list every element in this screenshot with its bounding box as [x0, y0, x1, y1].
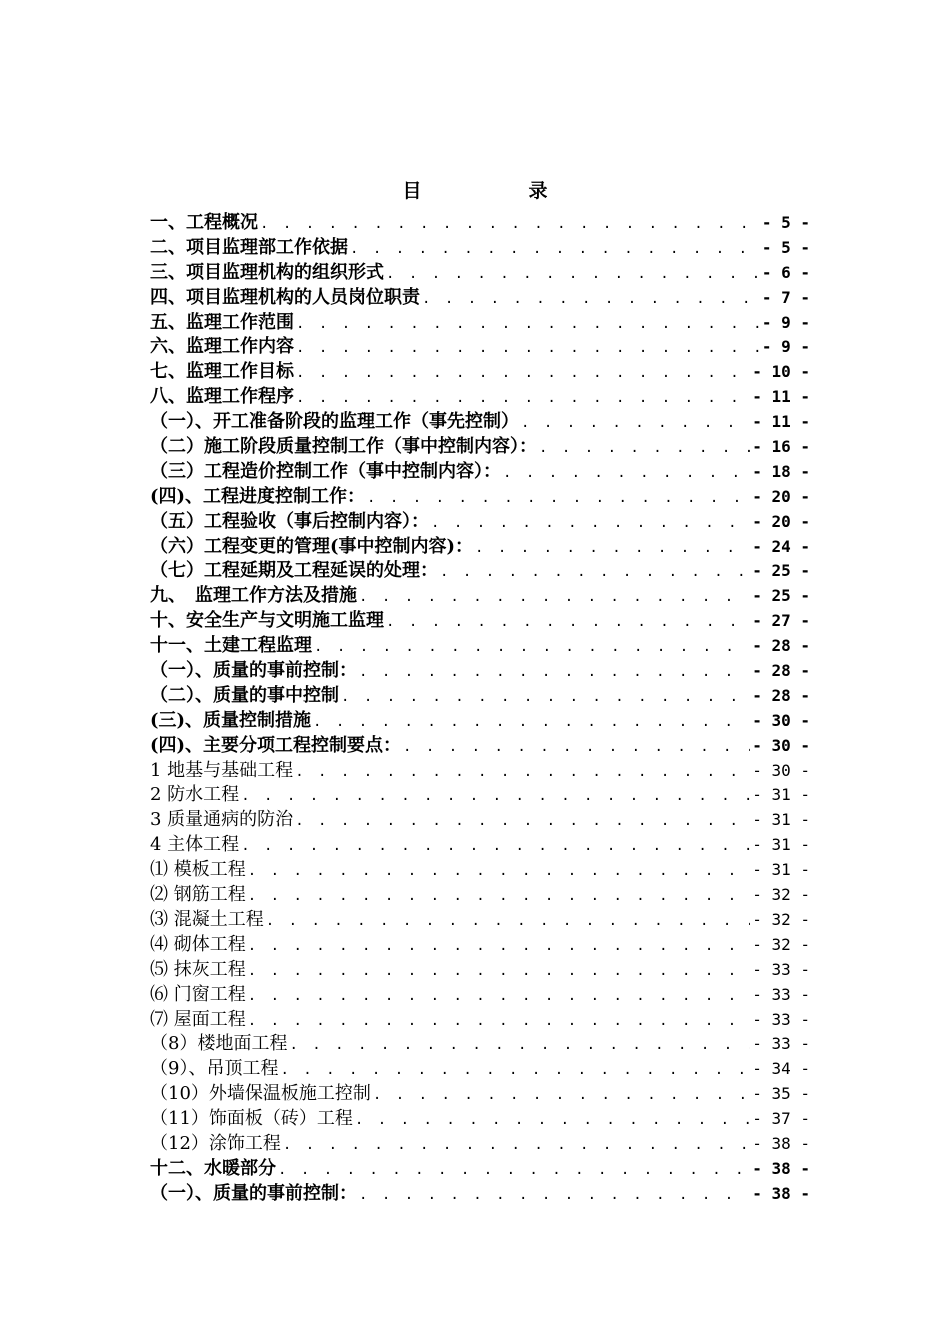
toc-entry-label: ⑺ 屋面工程 [150, 1008, 246, 1030]
toc-entry[interactable] [150, 833, 810, 858]
toc-leader-dots [278, 1158, 750, 1182]
toc-entry-label: （一）、质量的事前控制： [150, 1182, 357, 1204]
toc-entry[interactable] [150, 360, 810, 385]
toc-entry-page: - 30 - [752, 710, 810, 730]
toc-entry-page: - 11 - [752, 387, 810, 407]
toc-entry-label: ⑶ 混凝土工程 [150, 908, 264, 930]
toc-entry[interactable] [150, 460, 810, 485]
toc-leader-dots [295, 760, 750, 784]
toc-entry-label: 六、监理工作内容 [150, 336, 294, 358]
toc-entry[interactable] [150, 883, 810, 908]
toc-entry-label: 3 质量通病的防治 [150, 809, 294, 831]
toc-entry[interactable] [150, 1032, 810, 1057]
toc-entry-page: - 9 - [761, 337, 810, 357]
toc-entry-label: （一）、质量的事前控制： [150, 660, 357, 682]
toc-entry-label: （12）涂饰工程 [150, 1132, 281, 1154]
toc-entry-page: - 30 - [752, 760, 810, 780]
toc-leader-dots [296, 361, 750, 385]
toc-entry-label: （11）饰面板（砖）工程 [150, 1108, 353, 1130]
toc-leader-dots [341, 685, 750, 709]
toc-entry[interactable] [150, 634, 810, 659]
toc-leader-dots [440, 560, 750, 584]
toc-entry[interactable] [150, 1132, 810, 1157]
toc-entry-label: （五）工程验收（事后控制内容）： [150, 510, 429, 532]
toc-leader-dots [248, 959, 750, 983]
toc-entry[interactable] [150, 709, 810, 734]
toc-entry[interactable] [150, 1157, 810, 1182]
toc-entry-label: 五、监理工作范围 [150, 311, 294, 333]
toc-entry-label: 三、项目监理机构的组织形式 [150, 261, 384, 283]
toc-leader-dots [289, 1033, 750, 1057]
toc-entry[interactable] [150, 236, 810, 261]
toc-entry-page: - 27 - [752, 611, 810, 631]
toc-entry-page: - 18 - [752, 461, 810, 481]
toc-entry[interactable] [150, 759, 810, 784]
toc-entry[interactable] [150, 659, 810, 684]
toc-leader-dots [386, 262, 760, 286]
toc-leader-dots [260, 212, 760, 236]
toc-leader-dots [296, 386, 750, 410]
toc-leader-dots [248, 884, 750, 908]
toc-leader-dots [355, 1108, 750, 1132]
toc-entry-page: - 24 - [752, 536, 810, 556]
toc-leader-dots [359, 585, 750, 609]
toc-entry-page: - 37 - [752, 1109, 810, 1129]
toc-entry-page: - 33 - [752, 1009, 810, 1029]
toc-entry-page: - 28 - [752, 661, 810, 681]
toc-entry-page: - 16 - [752, 437, 810, 457]
toc-entry-label: 2 防水工程 [150, 784, 240, 806]
toc-entry[interactable] [150, 783, 810, 808]
toc-entry[interactable] [150, 510, 810, 535]
toc-entry-label: （七）工程延期及工程延误的处理： [150, 560, 438, 582]
toc-leader-dots [248, 859, 750, 883]
toc-leader-dots [248, 984, 750, 1008]
toc-leader-dots [241, 784, 750, 808]
toc-entry[interactable] [150, 1057, 810, 1082]
toc-leader-dots [241, 834, 750, 858]
toc-entry-label: ⑹ 门窗工程 [150, 983, 246, 1005]
toc-entry-page: - 20 - [752, 486, 810, 506]
toc-entry-label: ⑷ 砌体工程 [150, 933, 246, 955]
table-of-contents [150, 211, 810, 1207]
toc-leader-dots [367, 486, 750, 510]
toc-entry-page: - 33 - [752, 959, 810, 979]
toc-entry-page: - 31 - [752, 785, 810, 805]
toc-entry-page: - 32 - [752, 885, 810, 905]
toc-entry-page: - 38 - [752, 1158, 810, 1178]
toc-entry-label: 七、监理工作目标 [150, 361, 294, 383]
toc-leader-dots [266, 909, 750, 933]
toc-title: 目 录 [402, 180, 592, 202]
toc-entry[interactable] [150, 1008, 810, 1033]
toc-leader-dots [539, 436, 750, 460]
toc-leader-dots [313, 710, 750, 734]
toc-entry-label: (四)、主要分项工程控制要点： [150, 734, 402, 756]
toc-entry-page: - 38 - [752, 1183, 810, 1203]
toc-entry-page: - 25 - [752, 586, 810, 606]
toc-entry-page: - 6 - [761, 262, 810, 282]
toc-entry-page: - 31 - [752, 810, 810, 830]
toc-entry-label: 1 地基与基础工程 [150, 759, 294, 781]
toc-leader-dots [422, 287, 760, 311]
toc-entry-page: - 31 - [752, 860, 810, 880]
toc-leader-dots [248, 1009, 750, 1033]
toc-entry-page: - 33 - [752, 1034, 810, 1054]
toc-leader-dots [431, 511, 750, 535]
toc-entry-page: - 32 - [752, 934, 810, 954]
toc-entry-label: （三）工程造价控制工作（事中控制内容）： [150, 460, 501, 482]
toc-entry-page: - 25 - [752, 561, 810, 581]
toc-entry-page: - 38 - [752, 1133, 810, 1153]
toc-leader-dots [248, 934, 750, 958]
toc-leader-dots [295, 809, 750, 833]
toc-entry[interactable] [150, 808, 810, 833]
toc-leader-dots [296, 336, 760, 360]
toc-leader-dots [314, 635, 750, 659]
toc-entry-label: 四、项目监理机构的人员岗位职责 [150, 286, 420, 308]
toc-leader-dots [283, 1133, 750, 1157]
toc-entry-page: - 31 - [752, 835, 810, 855]
toc-entry-page: - 20 - [752, 511, 810, 531]
toc-entry-label: ⑸ 抹灰工程 [150, 958, 246, 980]
toc-entry-page: - 9 - [761, 312, 810, 332]
toc-entry-page: - 34 - [752, 1059, 810, 1079]
toc-entry[interactable] [150, 286, 810, 311]
toc-entry[interactable] [150, 1182, 810, 1207]
toc-entry[interactable] [150, 684, 810, 709]
toc-entry-label: 二、项目监理部工作依据 [150, 236, 348, 258]
toc-leader-dots [373, 1083, 750, 1107]
toc-entry[interactable] [150, 734, 810, 759]
toc-entry-page: - 10 - [752, 362, 810, 382]
toc-entry-label: （二）施工阶段质量控制工作（事中控制内容）： [150, 436, 537, 458]
toc-leader-dots [359, 660, 750, 684]
toc-entry[interactable] [150, 609, 810, 634]
toc-entry-page: - 28 - [752, 636, 810, 656]
toc-entry-label: 十一、土建工程监理 [150, 635, 312, 657]
toc-leader-dots [503, 461, 750, 485]
toc-entry-label: （8）楼地面工程 [150, 1033, 288, 1055]
toc-entry-page: - 32 - [752, 909, 810, 929]
toc-entry[interactable] [150, 410, 810, 435]
toc-entry[interactable] [150, 1107, 810, 1132]
toc-entry-label: ⑴ 模板工程 [150, 859, 246, 881]
toc-entry[interactable] [150, 485, 810, 510]
toc-entry-label: 十二、水暖部分 [150, 1157, 276, 1179]
toc-entry-page: - 35 - [752, 1084, 810, 1104]
toc-entry[interactable] [150, 1082, 810, 1107]
toc-leader-dots [521, 411, 750, 435]
toc-leader-dots [350, 237, 760, 261]
toc-leader-dots [296, 312, 760, 336]
toc-entry-page: - 5 - [761, 237, 810, 257]
toc-entry[interactable] [150, 933, 810, 958]
toc-leader-dots [359, 1183, 750, 1207]
toc-entry-label: （9）、吊顶工程 [150, 1058, 279, 1080]
toc-entry-label: 九、 监理工作方法及措施 [150, 585, 357, 607]
toc-entry[interactable] [150, 858, 810, 883]
toc-leader-dots [475, 536, 750, 560]
toc-entry-page: - 11 - [752, 412, 810, 432]
toc-entry[interactable] [150, 261, 810, 286]
toc-entry-label: （六）工程变更的管理(事中控制内容)： [150, 535, 474, 557]
toc-entry-label: 十、安全生产与文明施工监理 [150, 610, 384, 632]
toc-entry-page: - 7 - [761, 287, 810, 307]
toc-leader-dots [280, 1058, 750, 1082]
toc-entry[interactable] [150, 559, 810, 584]
toc-entry-label: 4 主体工程 [150, 834, 240, 856]
toc-entry-label: （二）、质量的事中控制 [150, 684, 339, 706]
toc-entry-page: - 28 - [752, 685, 810, 705]
toc-entry-label: 一、工程概况 [150, 212, 258, 233]
toc-entry[interactable] [150, 211, 810, 236]
toc-entry[interactable] [150, 584, 810, 609]
toc-entry-page: - 33 - [752, 984, 810, 1004]
toc-entry-page: - 30 - [752, 735, 810, 755]
toc-entry-label: 八、监理工作程序 [150, 386, 294, 408]
toc-entry[interactable] [150, 335, 810, 360]
toc-entry[interactable] [150, 535, 810, 560]
toc-entry[interactable] [150, 983, 810, 1008]
toc-leader-dots [403, 735, 750, 759]
toc-entry[interactable] [150, 385, 810, 410]
toc-leader-dots [386, 610, 750, 634]
toc-entry[interactable] [150, 908, 810, 933]
toc-entry-label: ⑵ 钢筋工程 [150, 884, 246, 906]
toc-entry[interactable] [150, 435, 810, 460]
toc-entry[interactable] [150, 311, 810, 336]
toc-entry[interactable] [150, 958, 810, 983]
toc-entry-label: （一）、开工准备阶段的监理工作（事先控制） [150, 411, 519, 433]
toc-entry-label: （10）外墙保温板施工控制 [150, 1083, 371, 1105]
toc-entry-label: (三)、质量控制措施 [150, 709, 312, 731]
toc-entry-label: (四)、工程进度控制工作： [150, 485, 366, 507]
toc-entry-page: - 5 - [761, 213, 810, 232]
